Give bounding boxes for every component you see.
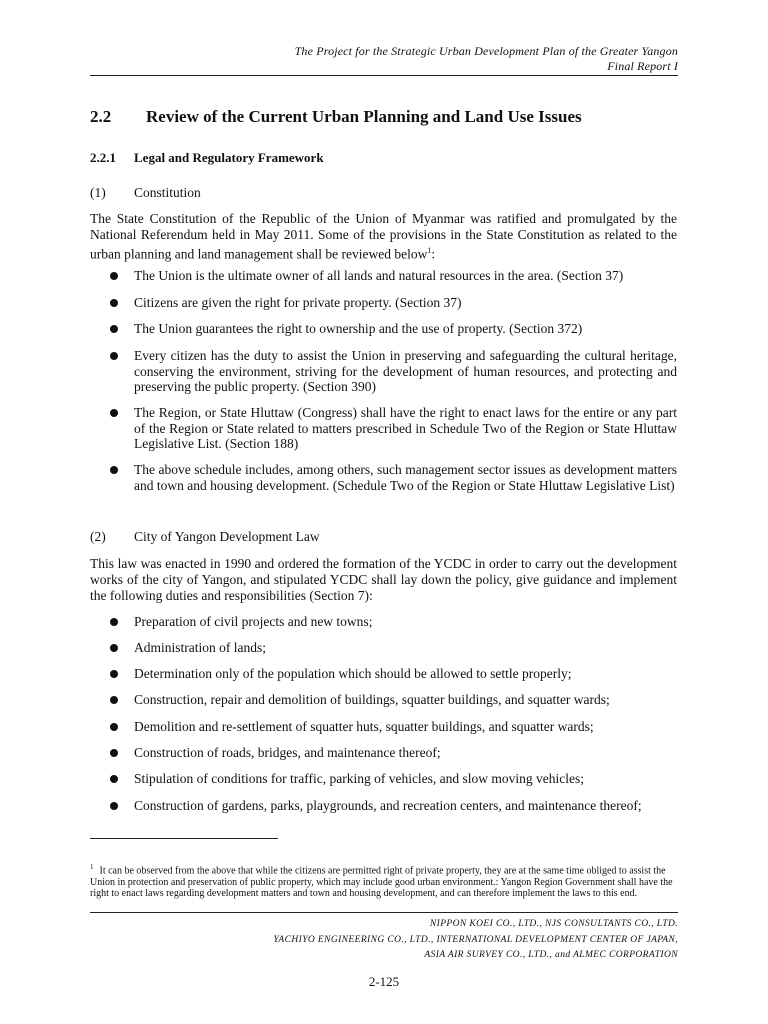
running-footer [273,917,678,964]
bullet-icon [110,723,118,731]
subsection-title: Legal and Regulatory Framework [134,150,324,165]
bullet-icon [110,618,118,626]
list-item [90,798,677,814]
bullet-icon [110,696,118,704]
part1-intro-text: The State Constitution of the Republic of the Union of Myanmar was ratified and promulgated by the National Referendum held in May 2011. Some of the provisions in the State Constitution as related to the urban planning and land management shall be reviewed below [90,211,677,262]
part2-title: City of Yangon Development Law [134,529,320,544]
footer-company-a: ASIA AIR SURVEY CO., LTD., [424,950,553,960]
section-heading [90,107,582,127]
bullet-icon [110,775,118,783]
running-header [295,44,678,74]
list-item-text: The Union guarantees the right to ownership and the use of property. (Section 372) [134,321,583,336]
footer-line-3 [273,948,678,964]
list-item-text: Citizens are given the right for private property. (Section 37) [134,295,462,310]
footer-company-b: ALMEC CORPORATION [573,950,678,960]
list-item-text: The Region, or State Hluttaw (Congress) shall have the right to enact laws for the entire or any part of the Region or State related to matters prescribed in Schedule Two of the Region or State Hluttaw Legislative List. (Section 188) [134,405,677,451]
part2-intro-paragraph: This law was enacted in 1990 and ordered the formation of the YCDC in order to carry out the development works of the city of Yangon, and stipulated YCDC shall lay down the policy, give guidance and implement the following duties and responsibilities (Section 7): [90,556,677,603]
footnote [90,862,680,900]
list-item [90,321,677,337]
part1-intro-paragraph [90,211,677,263]
bullet-icon [110,325,118,333]
footnote-ref[interactable]: 1 [427,246,432,255]
footnote-marker: 1 [90,863,94,871]
list-item [90,719,677,735]
bullet-icon [110,644,118,652]
section-number: 2.2 [90,107,112,126]
bullet-icon [110,670,118,678]
footnote-text: It can be observed from the above that while the citizens are permitted right of private property, they are at the same time obliged to assist the Union in protection and preservation of public property, which may include good urban environment.: Yangon Region Government shall have the right to enact laws regarding development matters and town and housing development, and can therefore implement the laws to this end. [90,865,673,900]
bullet-icon [110,466,118,474]
bullet-icon [110,299,118,307]
list-item [90,405,677,452]
footer-line-2: YACHIYO ENGINEERING CO., LTD., INTERNATIONAL DEVELOPMENT CENTER OF JAPAN, [273,934,678,945]
list-item [90,295,677,311]
section-title: Review of the Current Urban Planning and Land Use Issues [146,107,582,126]
subsection-heading [90,150,324,166]
list-item [90,692,677,708]
list-item [90,745,677,761]
part1-intro-end: : [431,246,436,262]
list-item-text: Administration of lands; [134,640,266,655]
part2-number: (2) [90,529,106,544]
list-item [90,462,677,493]
bullet-icon [110,409,118,417]
bullet-icon [110,352,118,360]
part2-heading [90,529,320,545]
footer-rule [90,912,678,913]
bullet-icon [110,802,118,810]
list-item-text: Construction, repair and demolition of buildings, squatter buildings, and squatter wards; [134,692,610,707]
list-item [90,268,677,284]
part1-heading [90,185,201,201]
page-number: 2-125 [368,974,400,989]
bullet-icon [110,272,118,280]
list-item [90,348,677,395]
list-item-text: The Union is the ultimate owner of all lands and natural resources in the area. (Section 37) [134,268,624,283]
list-item [90,614,677,630]
list-item [90,640,677,656]
list-item-text: Construction of gardens, parks, playgrounds, and recreation centers, and maintenance thereof; [134,798,642,813]
list-item-text: Every citizen has the duty to assist the Union in preserving and safeguarding the cultural heritage, conserving the environment, striving for the development of human resources, and protecting and preserving the public property. (Section 390) [134,348,677,394]
list-item-text: Stipulation of conditions for traffic, parking of vehicles, and slow moving vehicles; [134,771,585,786]
subsection-number: 2.2.1 [90,150,116,165]
footer-and: and [555,950,571,960]
bullet-icon [110,749,118,757]
header-rule [90,75,678,76]
footer-line-1: NIPPON KOEI CO., LTD., NJS CONSULTANTS CO., LTD. [429,919,678,929]
list-item-text: Construction of roads, bridges, and maintenance thereof; [134,745,441,760]
list-item-text: Demolition and re-settlement of squatter huts, squatter buildings, and squatter wards; [134,719,594,734]
list-item-text: Determination only of the population which should be allowed to settle properly; [134,666,572,681]
list-item [90,666,677,682]
list-item-text: Preparation of civil projects and new towns; [134,614,373,629]
header-project-title: The Project for the Strategic Urban Development Plan of the Greater Yangon [294,44,678,58]
list-item [90,771,677,787]
footnote-separator [90,838,278,839]
list-item-text: The above schedule includes, among others, such management sector issues as development matters and town and housing development. (Schedule Two of the Region or State Hluttaw Legislative List) [134,462,677,493]
part1-title: Constitution [134,185,201,200]
header-report-name: Final Report I [607,59,678,73]
part1-number: (1) [90,185,106,200]
